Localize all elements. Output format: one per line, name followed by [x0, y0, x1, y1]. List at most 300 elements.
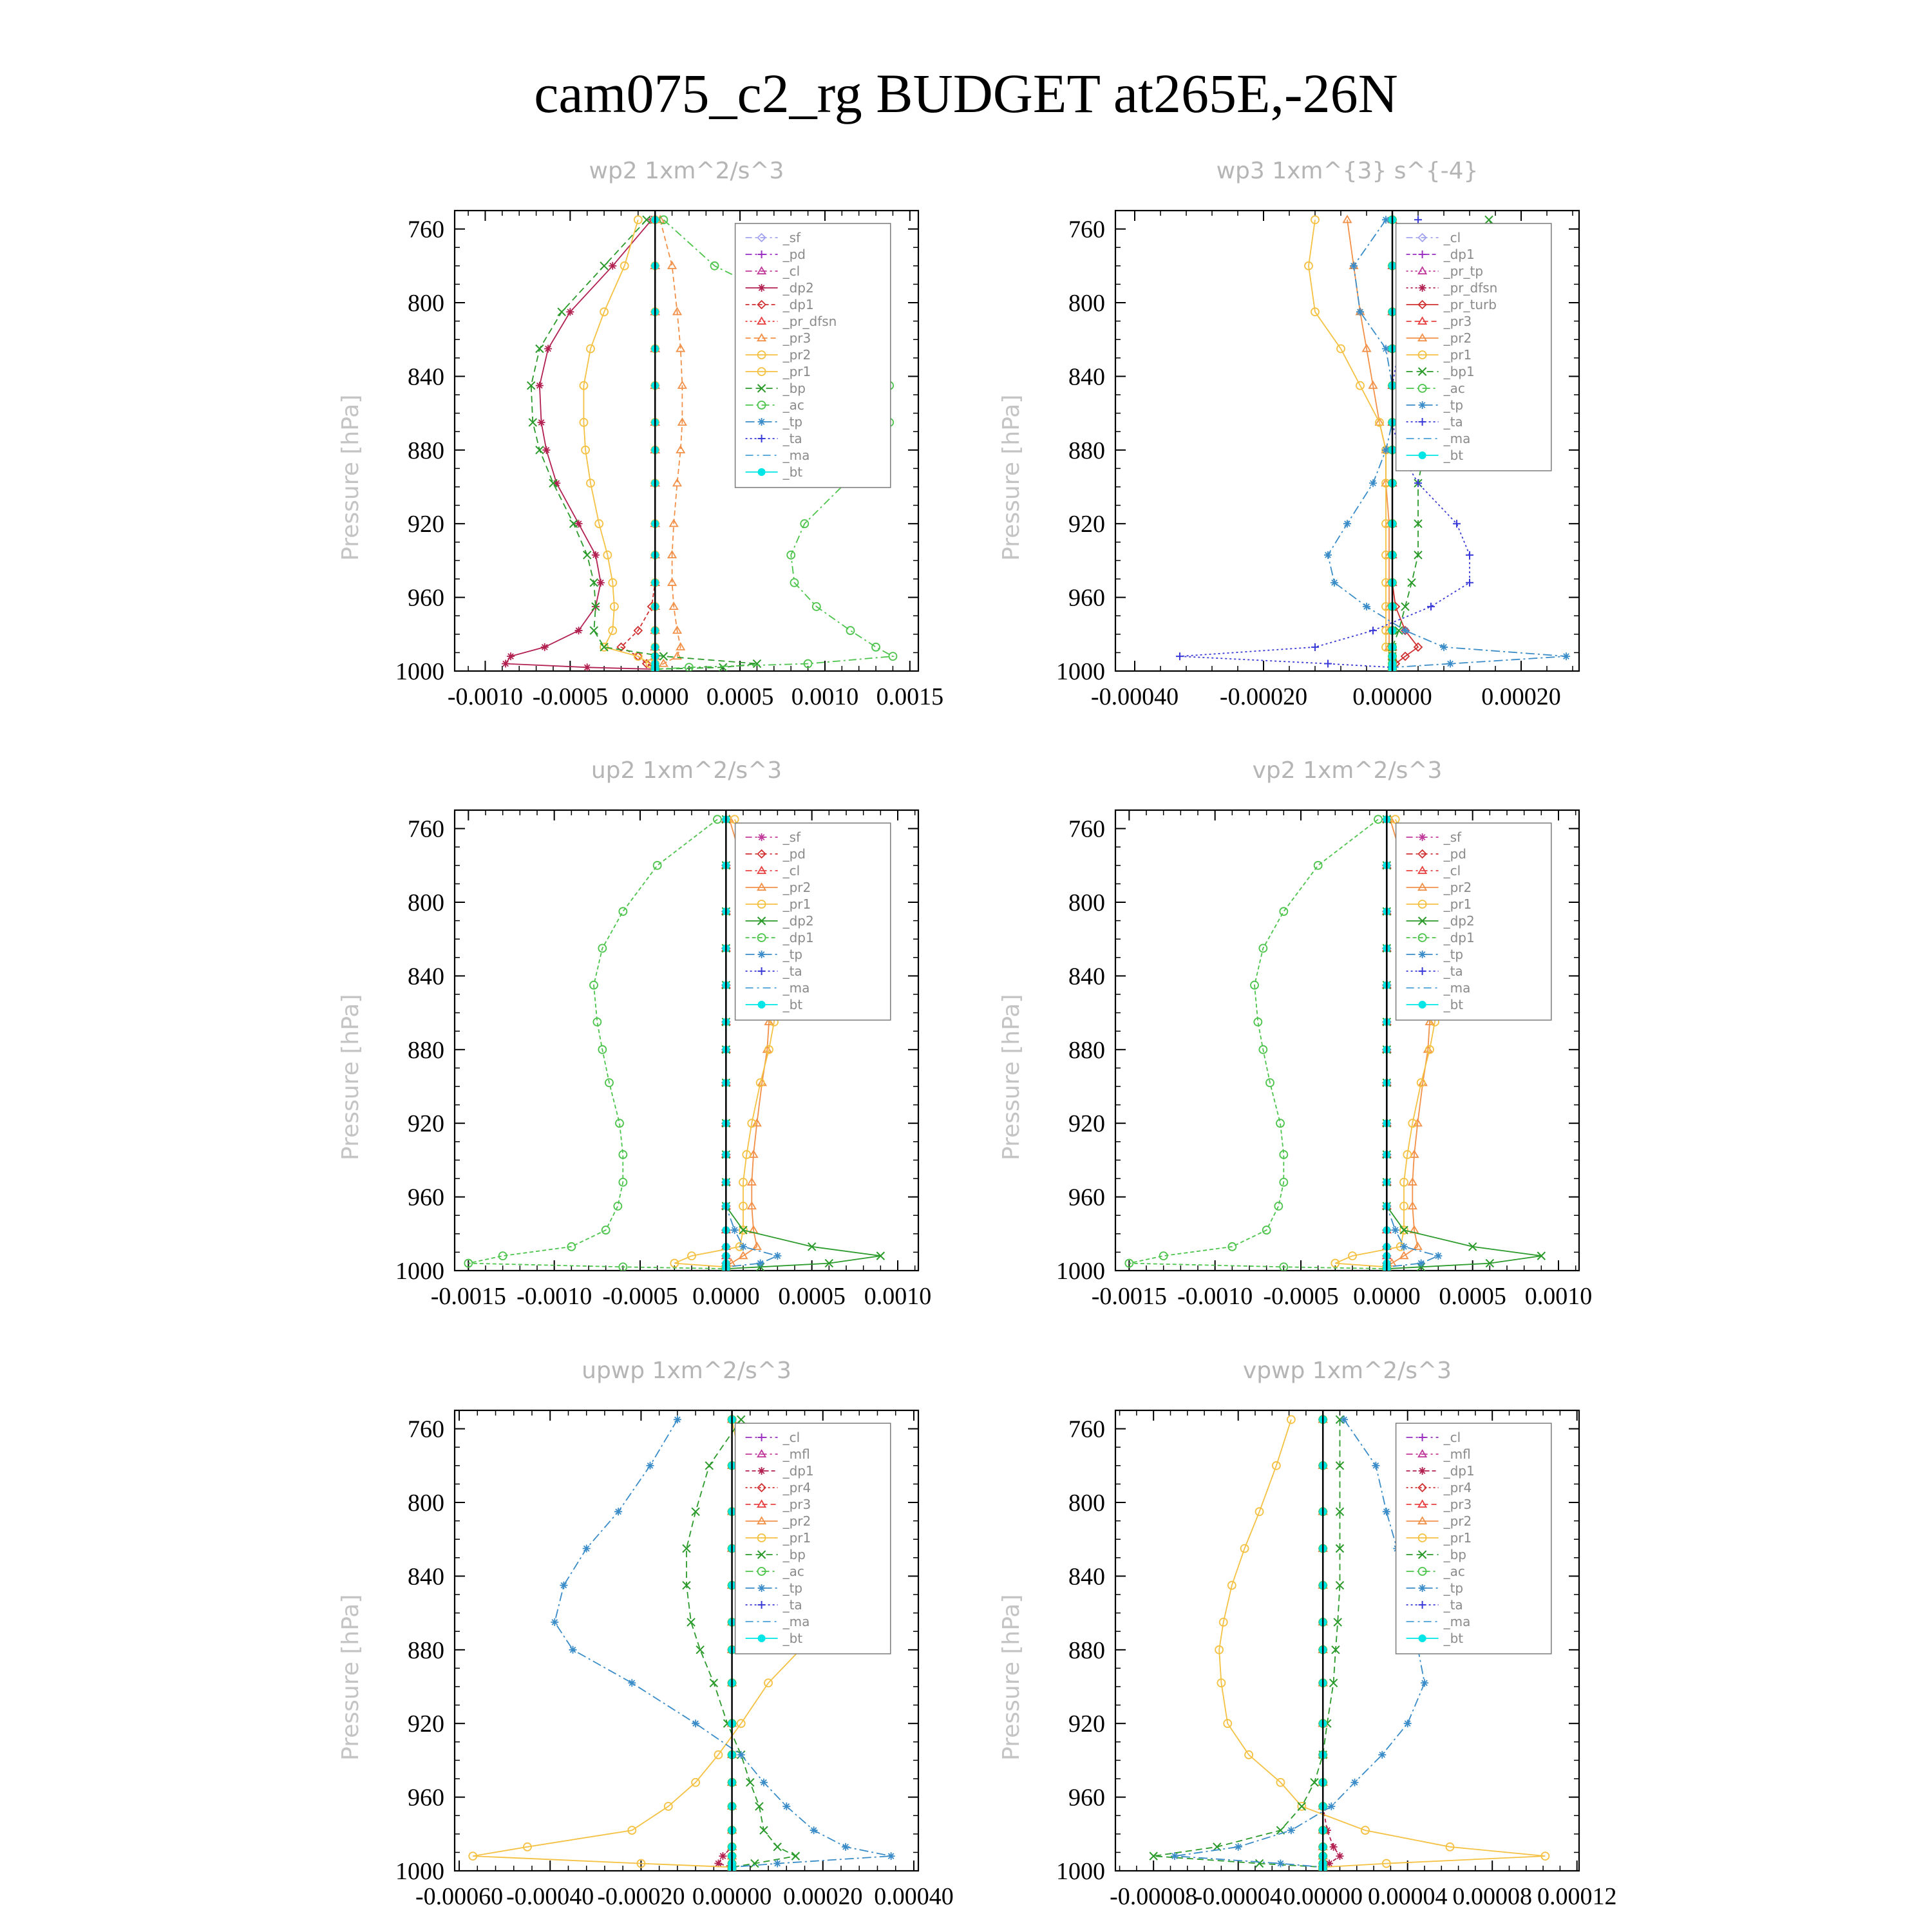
y-tick-label: 880 — [1068, 437, 1105, 464]
panel-title: wp2 1xm^2/s^3 — [589, 158, 784, 184]
data-point — [1369, 479, 1377, 487]
y-axis-label: Pressure [hPa] — [998, 994, 1025, 1160]
data-point — [1404, 1719, 1412, 1727]
data-point — [541, 643, 549, 651]
x-tick-label: 0.0010 — [791, 683, 859, 710]
x-tick-label: 0.00000 — [1283, 1883, 1363, 1910]
legend-label: _pr1 — [782, 364, 811, 379]
data-point — [705, 1462, 713, 1470]
data-point — [590, 627, 598, 634]
y-axis-label: Pressure [hPa] — [998, 1594, 1025, 1761]
legend-marker — [1419, 833, 1426, 841]
legend-label: _ma — [1443, 980, 1471, 996]
legend-label: _dp2 — [1443, 913, 1475, 929]
data-point — [583, 663, 591, 671]
x-tick-label: 0.00020 — [1481, 683, 1561, 710]
series-line — [583, 220, 655, 669]
x-tick-label: 0.00020 — [783, 1883, 863, 1910]
legend-marker — [1419, 1584, 1426, 1592]
chart-panel-1 — [337, 158, 943, 710]
legend-label: _pr2 — [782, 1513, 811, 1529]
y-tick-label: 960 — [1068, 1784, 1105, 1812]
legend-label: _bt — [782, 1631, 803, 1646]
x-tick-label: 0.0005 — [778, 1283, 846, 1310]
data-point — [1331, 579, 1338, 587]
legend-label: _pr4 — [1443, 1480, 1472, 1495]
x-tick-label: 0.0010 — [864, 1283, 932, 1310]
data-point — [731, 1226, 739, 1234]
legend-label: _dp1 — [782, 297, 814, 312]
legend-label: _pr1 — [1443, 896, 1472, 912]
legend-label: _tp — [1443, 1580, 1464, 1596]
data-point — [1446, 660, 1454, 668]
x-tick-label: 0.0005 — [706, 683, 774, 710]
y-tick-label: 960 — [408, 1184, 444, 1211]
legend-label: _ta — [782, 963, 802, 979]
data-point — [592, 551, 600, 559]
data-point — [696, 1646, 704, 1654]
x-tick-label: -0.00060 — [415, 1883, 504, 1910]
legend-label: _ma — [1443, 431, 1471, 446]
legend-label: _cl — [782, 1430, 800, 1445]
data-point — [1400, 1243, 1408, 1251]
legend-marker — [1419, 1467, 1426, 1475]
legend-label: _pr3 — [782, 330, 811, 346]
legend — [1396, 1423, 1551, 1654]
data-point — [737, 1416, 745, 1423]
data-point — [575, 627, 583, 634]
legend-label: _tp — [782, 1580, 803, 1596]
series-line — [468, 819, 726, 1269]
y-tick-label: 880 — [1068, 1036, 1105, 1064]
data-point — [887, 1852, 895, 1860]
x-tick-label: 0.00004 — [1367, 1883, 1448, 1910]
data-point — [1276, 1860, 1284, 1868]
data-point — [847, 627, 855, 634]
legend-marker — [758, 833, 766, 841]
data-point — [739, 1243, 747, 1251]
series-line — [621, 220, 656, 669]
y-tick-label: 920 — [1068, 1110, 1105, 1138]
legend-label: _ma — [1443, 1614, 1471, 1629]
data-point — [1417, 1260, 1425, 1267]
data-point — [1414, 216, 1422, 223]
data-point — [1378, 1751, 1386, 1759]
data-point — [674, 1416, 681, 1423]
y-tick-label: 840 — [408, 363, 444, 391]
y-tick-label: 840 — [408, 963, 444, 990]
data-point — [634, 216, 642, 223]
data-point — [536, 382, 544, 390]
chart-panel-3 — [337, 757, 931, 1310]
y-tick-label: 880 — [1068, 1636, 1105, 1664]
legend-label: _pr2 — [1443, 1513, 1472, 1529]
legend-label: _pr2 — [782, 347, 811, 363]
y-tick-label: 840 — [408, 1563, 444, 1591]
legend-label: _sf — [1443, 829, 1462, 845]
data-point — [1369, 627, 1377, 634]
data-point — [1311, 1779, 1318, 1786]
x-tick-label: -0.0015 — [430, 1283, 506, 1310]
y-tick-label: 760 — [1068, 1416, 1105, 1443]
series-bp — [527, 216, 761, 673]
y-tick-label: 1000 — [395, 658, 444, 685]
y-tick-label: 760 — [408, 1416, 444, 1443]
x-tick-label: 0.00008 — [1452, 1883, 1532, 1910]
series-pr1 — [1305, 216, 1396, 673]
data-point — [583, 551, 591, 559]
data-point — [1350, 262, 1358, 270]
y-tick-label: 840 — [1068, 963, 1105, 990]
data-point — [1330, 1843, 1338, 1851]
legend-marker — [1419, 451, 1426, 459]
x-tick-label: -0.0005 — [532, 683, 608, 710]
y-tick-label: 760 — [408, 815, 444, 843]
legend-label: _pr_tp — [1443, 263, 1484, 279]
series-line — [718, 1419, 732, 1869]
data-point — [1485, 216, 1493, 223]
y-tick-label: 880 — [408, 1036, 444, 1064]
legend — [1396, 223, 1551, 471]
legend-label: _dp2 — [782, 913, 814, 929]
legend-marker — [758, 1634, 766, 1642]
legend-marker — [758, 1001, 766, 1009]
legend-label: _pr_turb — [1443, 297, 1497, 312]
legend-marker — [758, 468, 766, 476]
legend-label: _ma — [782, 980, 810, 996]
legend-label: _pr2 — [1443, 880, 1472, 895]
data-point — [673, 479, 681, 486]
chart-panel-4 — [998, 757, 1592, 1310]
data-point — [619, 907, 627, 915]
data-point — [614, 1508, 622, 1515]
legend-label: _ma — [782, 448, 810, 463]
data-point — [507, 652, 515, 660]
x-tick-label: -0.00040 — [1090, 683, 1179, 710]
data-point — [872, 643, 880, 651]
x-tick-label: -0.0015 — [1091, 1283, 1167, 1310]
legend-label: _cl — [1443, 230, 1461, 245]
data-point — [558, 308, 565, 316]
legend-label: _dp1 — [1443, 247, 1475, 262]
data-point — [1340, 1416, 1348, 1423]
y-axis-label: Pressure [hPa] — [337, 994, 364, 1160]
legend-label: _sf — [782, 230, 801, 245]
data-point — [544, 345, 552, 353]
legend-label: _cl — [782, 263, 800, 279]
legend — [735, 1423, 891, 1654]
data-point — [692, 1719, 699, 1727]
legend-label: _dp1 — [1443, 1463, 1475, 1479]
data-point — [597, 579, 605, 587]
chart-panel-6 — [998, 1358, 1616, 1910]
legend-marker — [758, 1584, 766, 1592]
data-point — [773, 1860, 781, 1868]
chart-panel-2 — [998, 158, 1579, 710]
y-tick-label: 880 — [408, 437, 444, 464]
data-point — [1327, 1803, 1335, 1810]
y-tick-label: 960 — [1068, 1184, 1105, 1211]
data-point — [1421, 1679, 1428, 1687]
x-tick-label: -0.00004 — [1194, 1883, 1282, 1910]
legend-label: _pd — [782, 247, 806, 262]
x-tick-label: -0.0010 — [516, 1283, 592, 1310]
x-tick-label: 0.00040 — [874, 1883, 954, 1910]
panel-title: upwp 1xm^2/s^3 — [582, 1358, 791, 1384]
y-tick-label: 920 — [408, 511, 444, 538]
series-line — [1175, 1419, 1425, 1869]
x-tick-label: 0.0000 — [1353, 1283, 1421, 1310]
data-point — [1466, 579, 1473, 587]
x-tick-label: -0.00020 — [597, 1883, 685, 1910]
legend-label: _bp1 — [1443, 364, 1475, 379]
series-line — [506, 220, 655, 669]
x-tick-label: -0.0010 — [447, 683, 524, 710]
legend-label: _ta — [782, 1597, 802, 1613]
x-tick-label: 0.0015 — [876, 683, 944, 710]
legend-label: _tp — [1443, 947, 1464, 962]
legend-marker — [1419, 951, 1426, 958]
y-tick-label: 920 — [1068, 1710, 1105, 1738]
legend-marker — [758, 418, 766, 426]
data-point — [583, 1545, 591, 1553]
series-line — [1129, 819, 1387, 1269]
legend-marker — [1419, 1634, 1426, 1642]
x-tick-label: 0.0005 — [1439, 1283, 1506, 1310]
legend-marker — [758, 1467, 766, 1475]
legend — [1396, 823, 1551, 1020]
legend-label: _pr1 — [1443, 1530, 1472, 1546]
legend-label: _pd — [782, 846, 806, 862]
y-axis-label: Pressure [hPa] — [998, 394, 1025, 561]
legend-label: _bt — [782, 464, 803, 480]
x-tick-label: -0.00020 — [1219, 683, 1308, 710]
data-point — [1401, 627, 1409, 634]
legend-label: _mfl — [782, 1446, 810, 1462]
x-tick-label: 0.0010 — [1524, 1283, 1593, 1310]
data-point — [538, 419, 545, 426]
data-point — [1427, 603, 1435, 611]
legend-label: _bp — [1443, 1547, 1466, 1562]
data-point — [542, 446, 550, 454]
series-dp2 — [502, 216, 659, 673]
data-point — [536, 446, 544, 454]
series-pr2 — [580, 216, 659, 673]
legend-marker — [758, 284, 766, 292]
data-point — [1298, 1803, 1305, 1810]
data-point — [1336, 1852, 1343, 1860]
legend-label: _cl — [782, 863, 800, 878]
legend-label: _ac — [1443, 381, 1465, 396]
y-tick-label: 960 — [408, 584, 444, 612]
data-point — [1324, 551, 1332, 559]
data-point — [1408, 579, 1416, 587]
legend-label: _pr1 — [1443, 347, 1472, 363]
chart-panel-5 — [337, 1358, 954, 1910]
legend-label: _sf — [782, 829, 801, 845]
data-point — [647, 1462, 654, 1470]
data-point — [628, 1679, 636, 1687]
data-point — [677, 446, 685, 453]
y-tick-label: 800 — [408, 1490, 444, 1517]
data-point — [569, 1646, 577, 1654]
data-point — [791, 1852, 799, 1860]
data-point — [502, 660, 509, 668]
data-point — [737, 1751, 745, 1759]
data-point — [710, 1679, 717, 1687]
legend-label: _ac — [1443, 1564, 1465, 1579]
y-tick-label: 1000 — [1056, 1258, 1105, 1285]
x-tick-label: -0.0005 — [602, 1283, 678, 1310]
legend-label: _tp — [782, 947, 803, 962]
legend-label: _dp2 — [782, 280, 814, 296]
data-point — [1343, 520, 1351, 527]
x-tick-label: 0.0000 — [692, 1283, 760, 1310]
data-point — [1171, 1852, 1179, 1860]
legend-label: _pr3 — [782, 1497, 811, 1512]
data-point — [1324, 660, 1332, 668]
data-point — [1383, 1508, 1390, 1515]
y-axis-label: Pressure [hPa] — [337, 394, 364, 561]
legend-label: _bt — [1443, 1631, 1464, 1646]
data-point — [1401, 603, 1409, 611]
legend-label: _mfl — [1443, 1446, 1471, 1462]
legend-label: _pr1 — [782, 1530, 811, 1546]
legend-label: _dp1 — [782, 1463, 814, 1479]
data-point — [773, 1252, 781, 1260]
series-line — [1153, 1419, 1340, 1869]
legend-label: _bp — [782, 1547, 806, 1562]
y-tick-label: 960 — [408, 1784, 444, 1812]
x-tick-label: 0.00000 — [1352, 683, 1432, 710]
series-dp1 — [464, 815, 730, 1273]
legend-label: _bt — [1443, 997, 1464, 1012]
data-point — [1392, 1226, 1399, 1234]
legend-label: _pr_dfsn — [782, 314, 837, 329]
data-point — [1287, 1826, 1295, 1834]
legend-label: _pr1 — [782, 896, 811, 912]
legend-label: _dp1 — [1443, 930, 1475, 945]
legend-label: _pr3 — [1443, 1497, 1472, 1512]
y-tick-label: 880 — [408, 1636, 444, 1664]
legend-label: _bp — [782, 381, 806, 396]
y-tick-label: 840 — [1068, 363, 1105, 391]
legend-label: _ac — [782, 397, 804, 413]
y-tick-label: 920 — [408, 1110, 444, 1138]
y-tick-label: 920 — [408, 1710, 444, 1738]
y-tick-label: 1000 — [395, 1258, 444, 1285]
data-point — [1434, 1252, 1442, 1260]
data-point — [560, 1582, 567, 1589]
y-tick-label: 840 — [1068, 1563, 1105, 1591]
legend-label: _ac — [782, 1564, 804, 1579]
data-point — [1235, 1843, 1242, 1851]
data-point — [1351, 1779, 1359, 1786]
data-point — [654, 862, 661, 869]
y-tick-label: 800 — [408, 889, 444, 916]
legend-label: _pr2 — [1443, 330, 1472, 346]
legend — [735, 223, 891, 488]
data-point — [773, 1843, 781, 1851]
data-point — [1562, 652, 1570, 660]
data-point — [782, 1803, 790, 1810]
y-axis-label: Pressure [hPa] — [337, 1594, 364, 1761]
x-tick-label: 0.00012 — [1537, 1883, 1617, 1910]
data-point — [551, 1618, 558, 1626]
panel-title: wp3 1xm^{3} s^{-4} — [1216, 158, 1479, 184]
legend-marker — [1419, 1001, 1426, 1009]
y-tick-label: 800 — [1068, 1490, 1105, 1517]
panel-title: up2 1xm^2/s^3 — [591, 757, 782, 784]
y-tick-label: 800 — [408, 290, 444, 317]
legend-label: _pr2 — [782, 880, 811, 895]
data-point — [1280, 907, 1287, 915]
y-tick-label: 1000 — [1056, 658, 1105, 685]
legend — [735, 823, 891, 1020]
x-tick-label: -0.0010 — [1177, 1283, 1253, 1310]
panel-title: vp2 1xm^2/s^3 — [1252, 757, 1443, 784]
legend-label: _ta — [782, 431, 802, 446]
legend-label: _cl — [1443, 863, 1461, 878]
x-tick-label: -0.0005 — [1263, 1283, 1339, 1310]
y-tick-label: 920 — [1068, 511, 1105, 538]
data-point — [1440, 643, 1448, 651]
panel-title: vpwp 1xm^2/s^3 — [1242, 1358, 1452, 1384]
data-point — [1311, 643, 1319, 651]
series-line — [1309, 220, 1392, 669]
data-point — [1363, 603, 1370, 611]
y-tick-label: 760 — [1068, 216, 1105, 243]
legend-label: _pr3 — [1443, 314, 1472, 329]
data-point — [719, 1852, 726, 1860]
x-tick-label: -0.00008 — [1110, 1883, 1198, 1910]
legend-label: _pr_dfsn — [1443, 280, 1498, 296]
series-line — [655, 220, 682, 669]
legend-label: _ta — [1443, 963, 1463, 979]
figure-title: cam075_c2_rg BUDGET at265E,-26N — [534, 62, 1398, 124]
y-tick-label: 800 — [1068, 889, 1105, 916]
legend-label: _bt — [782, 997, 803, 1012]
y-tick-label: 1000 — [1056, 1858, 1105, 1885]
y-tick-label: 1000 — [395, 1858, 444, 1885]
legend-label: _ta — [1443, 1597, 1463, 1613]
legend-label: _cl — [1443, 1430, 1461, 1445]
legend-marker — [1419, 284, 1426, 292]
legend-label: _pd — [1443, 846, 1466, 862]
legend-marker — [758, 951, 766, 958]
legend-label: _ta — [1443, 414, 1463, 430]
legend-label: _dp1 — [782, 930, 814, 945]
data-point — [810, 1826, 818, 1834]
data-point — [757, 1260, 764, 1267]
data-point — [1176, 652, 1184, 660]
x-tick-label: 0.00000 — [692, 1883, 772, 1910]
data-point — [692, 1508, 699, 1515]
data-point — [687, 1618, 695, 1626]
legend-label: _bt — [1443, 448, 1464, 463]
legend-label: _tp — [1443, 397, 1464, 413]
y-tick-label: 760 — [408, 216, 444, 243]
y-tick-label: 960 — [1068, 584, 1105, 612]
data-point — [1372, 1462, 1379, 1470]
data-point — [1466, 551, 1473, 559]
legend-label: _tp — [782, 414, 803, 430]
legend-box — [735, 1423, 891, 1654]
data-point — [536, 345, 544, 353]
x-tick-label: -0.00040 — [506, 1883, 594, 1910]
series-line — [531, 220, 757, 669]
legend-box — [1396, 1423, 1551, 1654]
